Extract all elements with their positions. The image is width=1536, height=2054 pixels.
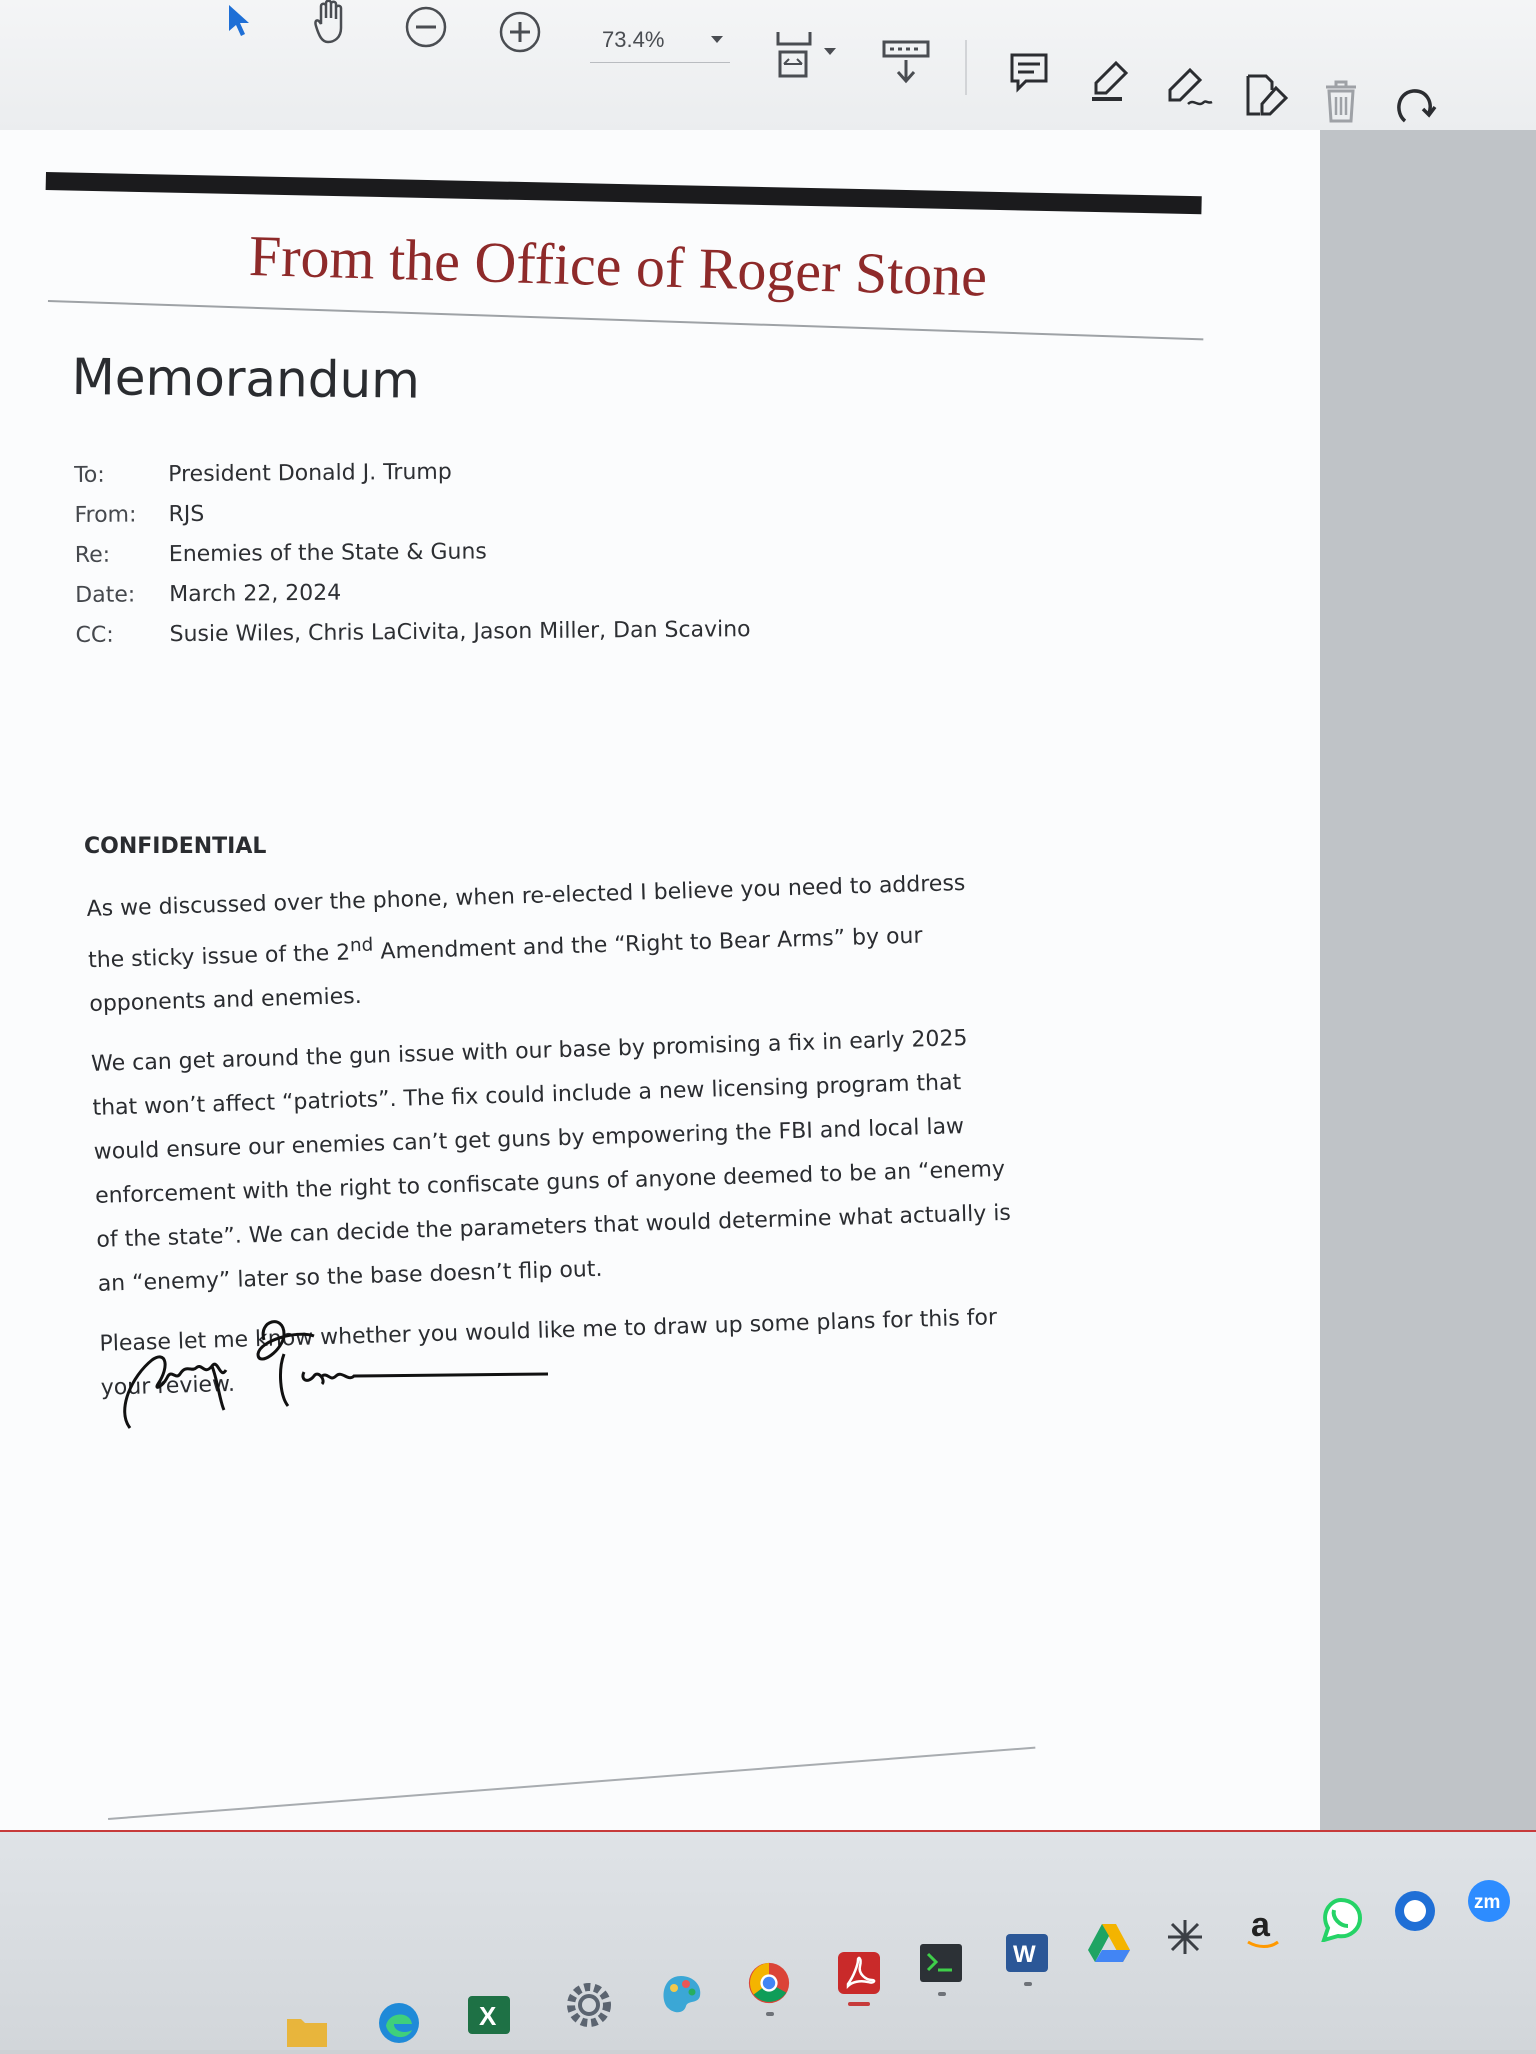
taskbar-snipping[interactable] (1162, 1914, 1208, 1960)
taskbar-zoom[interactable] (1466, 1878, 1512, 1924)
header-value: RJS (168, 501, 205, 527)
scroll-mode-button[interactable] (880, 36, 934, 88)
taskbar-whatsapp[interactable] (1318, 1896, 1364, 1942)
letterhead-rule (48, 300, 1203, 340)
trash-icon (1320, 77, 1362, 125)
running-indicator (1024, 1982, 1032, 1986)
draw-button[interactable] (1162, 64, 1216, 114)
taskbar-chrome[interactable] (746, 1960, 792, 2006)
header-row-cc (75, 607, 975, 655)
header-label: Date: (75, 581, 136, 608)
running-indicator (766, 2012, 774, 2016)
ordinal-suffix: nd (349, 934, 374, 957)
zoom-level-dropdown[interactable] (590, 18, 730, 63)
header-label: Re: (74, 542, 111, 568)
gear-icon (566, 1982, 612, 2028)
pdf-toolbar (0, 0, 1536, 131)
paragraph-1-text: As we discussed over the phone, when re-elected I believe you need to address the sticky issue of the 2 (86, 870, 966, 974)
paragraph-3: Please let me know whether you would like me to draw up some plans for this for your review. (99, 1305, 998, 1402)
zoom-icon (1466, 1878, 1512, 1924)
scroll-mode-icon (880, 36, 934, 88)
excel-icon (466, 1992, 512, 2038)
comment-icon (1006, 49, 1052, 95)
taskbar-google-drive[interactable] (1086, 1920, 1132, 1966)
taskbar-acrobat[interactable] (836, 1950, 882, 1996)
taskbar-cortana[interactable] (1392, 1888, 1438, 1934)
word-letter: W (1013, 1941, 1036, 1968)
toolbar-separator (965, 40, 967, 95)
active-indicator (848, 2002, 870, 2006)
paragraph-1 (86, 861, 1010, 1028)
chevron-down-icon (710, 35, 724, 45)
header-value: March 22, 2024 (169, 580, 342, 607)
amazon-icon (1240, 1904, 1286, 1950)
palette-icon (658, 1972, 704, 2018)
viewer-background (1300, 130, 1536, 1830)
taskbar-settings[interactable] (566, 1982, 612, 2028)
zoom-letters: zm (1474, 1892, 1501, 1913)
highlight-button[interactable] (1085, 56, 1135, 106)
word-icon (1004, 1930, 1050, 1976)
amazon-letter: a (1251, 1906, 1270, 1944)
memo-heading: Memorandum (71, 348, 421, 410)
fit-page-button[interactable] (772, 28, 842, 80)
signature (108, 1310, 558, 1440)
hand-tool-button[interactable] (305, 0, 355, 44)
highlighter-icon (1086, 57, 1134, 105)
fill-sign-button[interactable] (1240, 70, 1294, 122)
paragraph-2: We can get around the gun issue with our base by promising a fix in early 2025 that won’t affect “patriots”. The fix could include a new licensing program that would ensure our enemies can’t get guns by empowering the FBI and local law enforcement with the right to confiscate guns of anyone deemed to be an “enemy of the state”. We can decide the parameters that would determine what actually is an “enemy” later so the base doesn’t flip out. (90, 1026, 1012, 1298)
rotate-button[interactable] (1390, 82, 1438, 130)
acrobat-icon (836, 1950, 882, 1996)
paragraph-1-text-cont: Amendment and the “Right to Bear Arms” by our opponents and enemies. (89, 923, 923, 1018)
rotate-icon (1391, 83, 1437, 129)
edge-icon (376, 2000, 422, 2046)
zoom-level-value: 73.4% (602, 27, 665, 52)
chrome-icon (746, 1959, 792, 2007)
header-label: To: (74, 462, 105, 488)
letterhead-bar (46, 172, 1202, 214)
pdf-page (0, 130, 1320, 1830)
footer-rule (108, 1747, 1035, 1820)
delete-button[interactable] (1318, 76, 1364, 126)
fit-page-icon (772, 28, 842, 80)
running-indicator (938, 1992, 946, 1996)
pen-icon (1162, 64, 1216, 114)
header-value: President Donald J. Trump (168, 459, 452, 487)
folder-icon (285, 2013, 329, 2049)
taskbar-paint[interactable] (658, 1972, 704, 2018)
taskbar-terminal[interactable] (918, 1940, 964, 1986)
plus-circle-icon (498, 10, 542, 54)
taskbar-excel[interactable] (466, 1992, 512, 2038)
header-value: Susie Wiles, Chris LaCivita, Jason Miller, Dan Scavino (169, 616, 751, 647)
add-comment-button[interactable] (1004, 48, 1054, 96)
header-value: Enemies of the State & Guns (168, 538, 487, 567)
sign-icon (1240, 70, 1294, 122)
snip-icon (1164, 1916, 1206, 1958)
taskbar-edge[interactable] (376, 2000, 422, 2046)
drive-icon (1086, 1922, 1132, 1964)
taskbar-amazon[interactable] (1240, 1904, 1286, 1950)
minus-circle-icon (404, 5, 448, 49)
taskbar-file-explorer[interactable] (284, 2008, 330, 2054)
header-label: From: (74, 501, 137, 528)
zoom-out-button[interactable] (403, 4, 449, 50)
memo-header-block (74, 447, 976, 655)
letterhead-title: From the Office of Roger Stone (248, 222, 988, 309)
select-tool-button[interactable] (220, 0, 260, 40)
confidential-label: CONFIDENTIAL (84, 834, 267, 859)
ring-icon (1392, 1888, 1438, 1934)
header-label: CC: (75, 622, 114, 648)
hand-icon (306, 0, 354, 44)
zoom-in-button[interactable] (497, 9, 543, 55)
whatsapp-icon (1318, 1896, 1364, 1942)
taskbar-word[interactable] (1004, 1930, 1050, 1976)
taskbar (0, 1830, 1536, 2050)
terminal-icon (918, 1940, 964, 1986)
arrow-pointer-icon (225, 3, 255, 37)
excel-letter: X (479, 2001, 497, 2031)
